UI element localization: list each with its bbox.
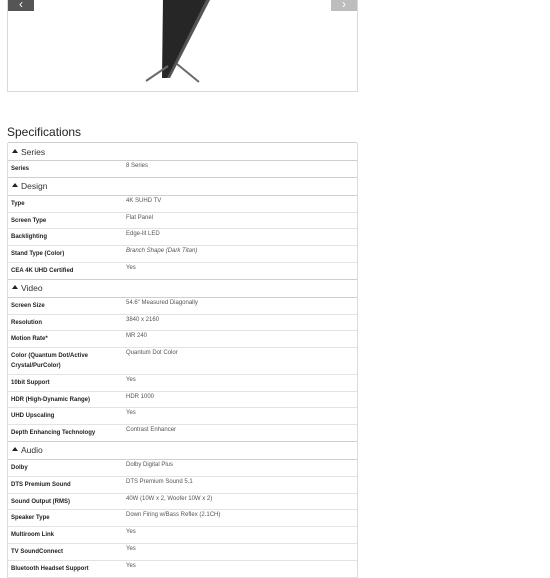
spec-row [8, 392, 357, 409]
section-title: Video [21, 283, 43, 294]
spec-row [8, 315, 357, 332]
spec-row [8, 246, 357, 263]
spec-label: Resolution [11, 319, 42, 326]
spec-row [8, 213, 357, 230]
spec-value: Edge-lit LED [126, 231, 160, 238]
spec-row [8, 494, 357, 511]
spec-label: Screen Size [11, 302, 45, 309]
spec-label: Bluetooth Headset Support [11, 565, 89, 572]
next-arrow-glyph: › [342, 0, 346, 11]
section-header-series[interactable] [8, 142, 357, 161]
spec-label: Stand Type (Color) [11, 251, 65, 258]
collapse-triangle-icon [12, 447, 18, 451]
spec-row [8, 544, 357, 561]
spec-row [8, 375, 357, 392]
spec-value: Dolby Digital Plus [126, 461, 174, 468]
spec-value: MR 240 [126, 333, 148, 340]
spec-row [8, 408, 357, 425]
spec-label: Series [11, 166, 30, 172]
spec-label: Type [11, 200, 25, 207]
collapse-triangle-icon [12, 183, 18, 187]
spec-row [8, 510, 357, 527]
spec-label: Sound Output (RMS) [11, 498, 70, 505]
spec-row [8, 229, 357, 246]
spec-value: HDR 1000 [126, 393, 155, 400]
spec-row [8, 425, 357, 442]
spec-value: 4K SUHD TV [126, 197, 162, 204]
specifications-title: Specifications [7, 125, 82, 139]
spec-label: 10bit Support [11, 379, 50, 386]
product-image-gallery [7, 0, 358, 92]
tv-product-image [133, 0, 223, 88]
tv-stand-right [177, 64, 199, 82]
spec-row [8, 331, 357, 348]
spec-row [8, 561, 357, 578]
section-header-audio[interactable] [8, 441, 357, 460]
spec-value: 40W (10W x 2, Woofer 10W x 2) [126, 495, 213, 502]
section-title: Series [21, 146, 46, 157]
spec-label: UHD Upscaling [11, 413, 55, 420]
spec-row [8, 527, 357, 544]
section-header-design[interactable] [8, 177, 357, 196]
spec-row [8, 263, 357, 280]
spec-label: Speaker Type [11, 515, 50, 522]
spec-value: Flat Panel [126, 214, 154, 221]
section-header-video[interactable] [8, 279, 357, 298]
spec-label: CEA 4K UHD Certified [11, 267, 74, 274]
spec-label: Motion Rate* [11, 336, 48, 343]
spec-row [8, 348, 357, 375]
spec-value: 54.6" Measured Diagonally [126, 299, 198, 306]
spec-label: DTS Premium Sound [11, 481, 71, 488]
spec-row [8, 196, 357, 213]
prev-arrow-glyph: ‹ [19, 0, 23, 11]
collapse-triangle-icon [12, 149, 18, 153]
chevron-right-icon[interactable] [331, 0, 357, 11]
spec-row [8, 477, 357, 494]
spec-value: Contrast Enhancer [126, 427, 177, 434]
spec-value: Branch Shape (Dark Titan) [126, 248, 198, 255]
chevron-left-icon[interactable] [8, 0, 34, 11]
spec-value: 3840 x 2160 [126, 316, 160, 323]
spec-label: Screen Type [11, 217, 47, 224]
spec-label: Dolby [11, 464, 28, 471]
spec-row [8, 460, 357, 477]
spec-label: HDR (High-Dynamic Range) [11, 396, 91, 403]
spec-value: Yes [126, 376, 136, 383]
collapse-triangle-icon [12, 285, 18, 289]
spec-value: Yes [126, 562, 136, 569]
spec-value: Yes [126, 264, 136, 271]
spec-row [8, 298, 357, 315]
spec-label: Multiroom Link [11, 532, 54, 539]
section-title: Audio [21, 445, 43, 456]
spec-value: Down Firing w/Bass Reflex (2.1CH) [126, 512, 221, 519]
spec-label: Depth Enhancing Technology [11, 430, 96, 437]
spec-row [8, 161, 357, 178]
spec-label: TV SoundConnect [11, 548, 63, 555]
spec-value: DTS Premium Sound 5.1 [126, 478, 193, 485]
spec-value: Yes [126, 545, 136, 552]
specifications-table [7, 143, 358, 578]
spec-value: 8 Series [126, 163, 149, 169]
spec-value: Yes [126, 529, 136, 536]
section-title: Design [21, 181, 48, 192]
spec-value: Quantum Dot Color [126, 350, 178, 357]
spec-label: Color (Quantum Dot/Active Crystal/PurColor) [11, 353, 89, 369]
spec-label: Backlighting [11, 234, 48, 241]
spec-value: Yes [126, 410, 136, 417]
